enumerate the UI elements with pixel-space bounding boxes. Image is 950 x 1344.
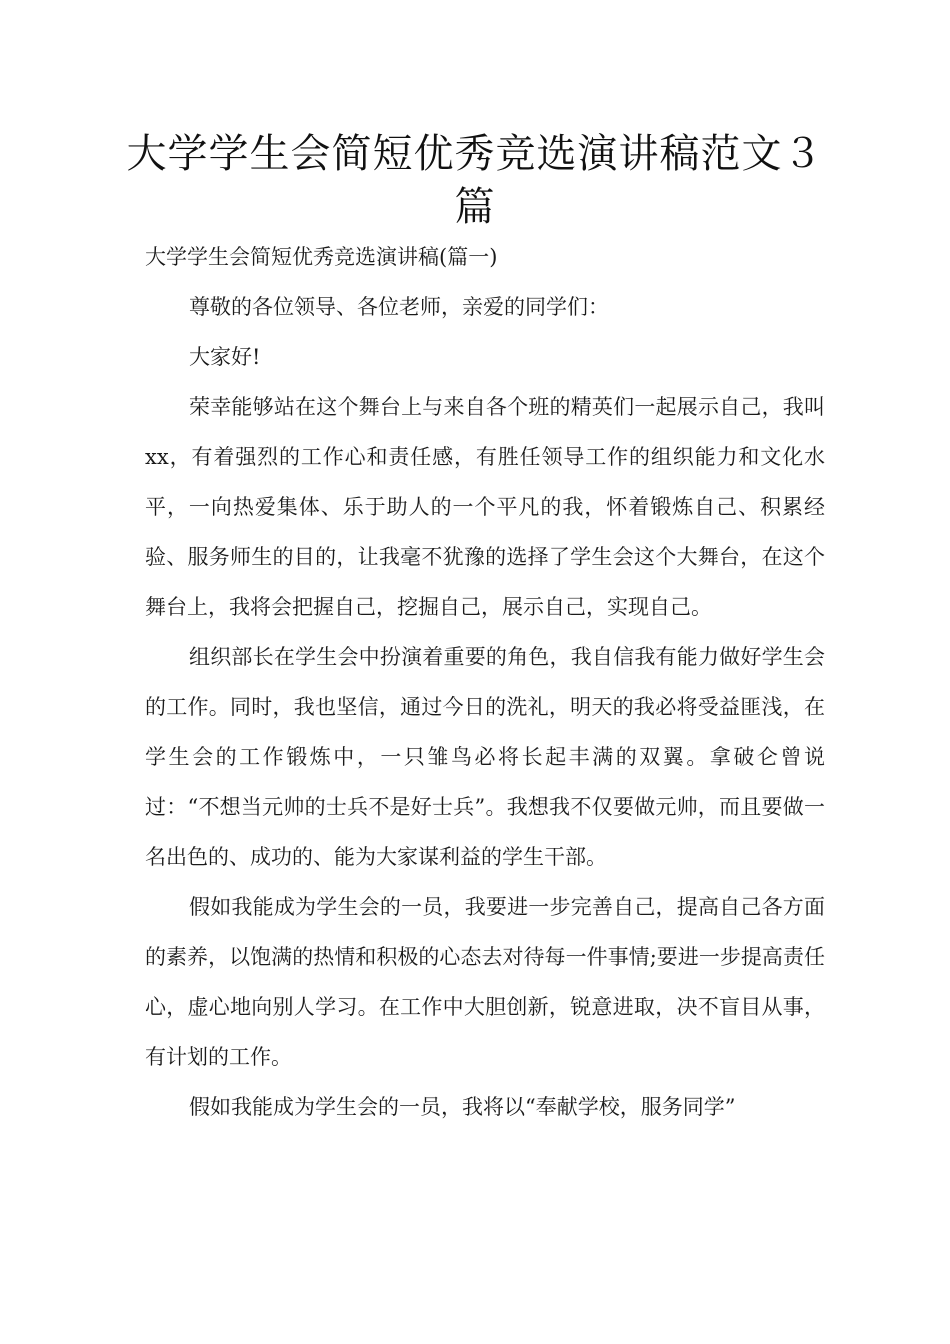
paragraph-introduction: 荣幸能够站在这个舞台上与来自各个班的精英们一起展示自己，我叫xx，有着强烈的工作心和责任感，有胜任领导工作的组织能力和文化水平，一向热爱集体、乐于助人的一个平凡的我，怀着锻炼自己、积累经验、服务师生的目的，让我毫不犹豫的选择了学生会这个大舞台，在这个舞台上，我将会把握自己，挖掘自己，展示自己，实现自己。 (145, 395, 825, 619)
document-body (145, 232, 825, 1132)
paragraph-salutation: 尊敬的各位领导、各位老师，亲爱的同学们： (189, 295, 609, 319)
paragraph-commitment: 假如我能成为学生会的一员，我要进一步完善自己，提高自己各方面的素养，以饱满的热情和积极的心态去对待每一件事情;要进一步提高责任心，虚心地向别人学习。在工作中大胆创新，锐意进取，决不盲目从事，有计划的工作。 (145, 895, 825, 1069)
paragraph-role: 组织部长在学生会中扮演着重要的角色，我自信我有能力做好学生会的工作。同时，我也坚信，通过今日的洗礼，明天的我必将受益匪浅，在学生会的工作锻炼中，一只雏鸟必将长起丰满的双翼。拿破仑曾说过：“不想当元帅的士兵不是好士兵”。我想我不仅要做元帅，而且要做一名出色的、成功的、能为大家谋利益的学生干部。 (145, 645, 825, 869)
paragraph-greeting: 大家好! (189, 345, 261, 369)
document-title: 大学学生会简短优秀竞选演讲稿范文３篇 (126, 131, 824, 230)
section-heading: 大学学生会简短优秀竞选演讲稿(篇一) (145, 245, 498, 269)
paragraph-pledge: 假如我能成为学生会的一员，我将以“奉献学校，服务同学” (189, 1095, 736, 1119)
